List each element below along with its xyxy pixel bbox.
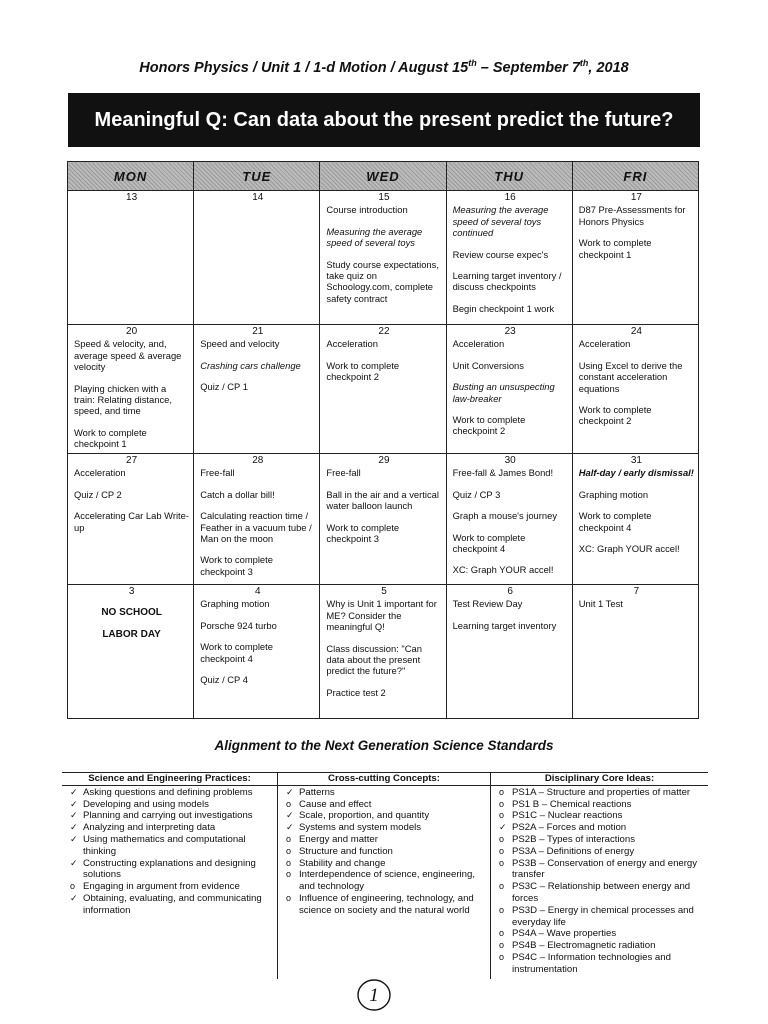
standard-item [70, 787, 273, 799]
standard-item [286, 893, 486, 917]
bullet-icon: o [499, 833, 505, 844]
no-school-label: NO SCHOOL [101, 607, 162, 619]
bullet-icon: o [499, 940, 505, 951]
check-icon: ✓ [70, 857, 78, 868]
calendar-day-header-row [68, 162, 699, 191]
day-header-tue: TUE [194, 162, 320, 191]
agenda-item: Porsche 924 turbo [200, 619, 277, 631]
agenda-item: Graphing motion [578, 488, 649, 500]
agenda-item: Using Excel to derive the constant acceleration equations [578, 359, 683, 394]
standard-item [499, 881, 704, 905]
agenda-item: Work to complete checkpoint 4 [200, 641, 273, 664]
meaningful-question-banner: Meaningful Q: Can data about the present predict the future? [68, 93, 700, 147]
standard-text: PS3C – Relationship between energy and forces [512, 881, 691, 904]
standard-text: PS3A – Definitions of energy [512, 845, 635, 857]
page-number-mark [354, 975, 394, 1015]
agenda-item: Free-fall & James Bond! [452, 467, 554, 479]
agenda-item: Quiz / CP 3 [452, 488, 501, 500]
agenda-item: Work to complete checkpoint 1 [578, 237, 652, 260]
agenda-item: Work to complete checkpoint 3 [326, 521, 400, 545]
date-number: 27 [126, 455, 138, 466]
standard-item [286, 799, 486, 811]
concepts-column [278, 773, 491, 979]
bullet-icon: o [499, 904, 505, 915]
standard-text: Structure and function [299, 845, 393, 857]
header-sup-1: th [468, 58, 477, 68]
check-icon: ✓ [70, 786, 78, 797]
standard-text: Engaging in argument from evidence [83, 881, 240, 893]
standard-text: PS2B – Types of interactions [512, 833, 636, 845]
agenda-item: Learning target inventory / discuss checkpoints [452, 270, 562, 293]
agenda-item: Busting an unsuspecting law-breaker [452, 381, 555, 404]
bullet-icon: o [286, 892, 292, 903]
date-number: 5 [381, 586, 387, 597]
calendar-week-row [68, 454, 699, 585]
agenda-item: Quiz / CP 1 [200, 381, 248, 393]
standard-item [286, 869, 486, 893]
agenda-item: Work to complete checkpoint 1 [74, 426, 147, 450]
bullet-icon: o [286, 857, 292, 868]
header-middle: – September 7 [476, 59, 580, 76]
calendar-week-row [68, 325, 699, 454]
standard-text: Analyzing and interpreting data [83, 822, 216, 834]
date-number: 23 [504, 326, 516, 337]
check-icon: ✓ [70, 798, 78, 809]
agenda-item: Quiz / CP 4 [200, 674, 248, 686]
standard-item [70, 881, 273, 893]
standard-item [286, 822, 486, 834]
day-cell [320, 191, 446, 325]
date-number: 7 [633, 586, 640, 597]
bullet-icon: o [286, 845, 292, 856]
agenda-item: Measuring the average speed of several toys [326, 225, 423, 249]
agenda-item: Work to complete checkpoint 2 [326, 359, 400, 383]
check-icon: ✓ [70, 892, 78, 903]
page-number: 1 [369, 985, 379, 1006]
agenda-item: Half-day / early dismissal! [578, 467, 694, 479]
day-cell [68, 325, 194, 454]
day-header-fri: FRI [572, 162, 698, 191]
agenda-item: Class discussion: "Can data about the present predict the future?" [326, 642, 422, 677]
bullet-icon: o [499, 881, 505, 892]
standard-text: PS4B – Electromagnetic radiation [512, 940, 656, 952]
standard-text: Stability and change [299, 857, 386, 869]
day-cell [194, 454, 320, 585]
day-cell [68, 454, 194, 585]
practices-list [70, 787, 273, 917]
date-number: 21 [252, 326, 264, 337]
date-number: 15 [378, 192, 390, 203]
agenda-item: Learning target inventory [452, 619, 557, 631]
date-number: 6 [507, 586, 513, 597]
agenda-item: D87 Pre-Assessments for Honors Physics [578, 204, 686, 227]
agenda-item: Measuring the average speed of several toys continued [452, 204, 549, 239]
date-number: 17 [630, 192, 642, 203]
agenda-item: Why is Unit 1 important for ME? Consider the meaningful Q! [326, 598, 437, 633]
check-icon: ✓ [286, 822, 294, 833]
agenda-item: Work to complete checkpoint 4 [452, 531, 526, 555]
agenda-item: Free-fall [200, 467, 235, 479]
standard-text: Cause and effect [299, 798, 372, 810]
standard-item [286, 846, 486, 858]
practices-column [62, 773, 278, 979]
header-sup-2: th [579, 58, 589, 68]
standard-text: PS2A – Forces and motion [512, 822, 627, 834]
date-number: 14 [252, 192, 264, 203]
agenda-item: Study course expectations, take quiz on Schoology.com, complete safety contract [326, 258, 439, 304]
date-number: 4 [255, 586, 261, 597]
standard-text: Developing and using models [83, 798, 209, 810]
day-header-wed: WED [320, 162, 446, 191]
standard-text: Using mathematics and computational thinking [83, 833, 246, 857]
agenda-item: Graph a mouse's journey [452, 510, 558, 522]
unit-calendar [67, 161, 699, 719]
bullet-icon: o [499, 928, 505, 939]
agenda-item: Calculating reaction time / Feather in a vacuum tube / Man on the moon [200, 510, 312, 545]
standard-text: PS4A – Wave properties [512, 928, 617, 940]
agenda-item: Acceleration [452, 338, 505, 350]
bullet-icon: o [499, 786, 505, 797]
date-number: 31 [630, 455, 642, 466]
standard-item [286, 858, 486, 870]
day-header-thu: THU [446, 162, 572, 191]
agenda-item: Acceleration [326, 338, 378, 350]
day-cell [68, 191, 194, 325]
standard-item [70, 858, 273, 882]
check-icon: ✓ [286, 810, 294, 821]
agenda-item: Playing chicken with a train: Relating distance, speed, and time [74, 382, 172, 417]
standard-text: PS3B – Conservation of energy and energy transfer [512, 857, 698, 881]
standard-text: Interdependence of science, engineering, and technology [299, 869, 476, 893]
date-number: 22 [378, 326, 390, 337]
concepts-list [286, 787, 486, 917]
standard-text: PS1A – Structure and properties of matter [512, 786, 691, 798]
date-number: 20 [126, 326, 138, 337]
standard-item [499, 834, 704, 846]
check-icon: ✓ [70, 810, 78, 821]
check-icon: ✓ [70, 833, 78, 844]
bullet-icon: o [499, 845, 505, 856]
labor-day-label: LABOR DAY [102, 628, 161, 640]
standard-item [499, 905, 704, 929]
standard-text: Influence of engineering, technology, and science on society and the natural world [299, 892, 474, 916]
day-cell [446, 325, 572, 454]
standard-item [499, 799, 704, 811]
agenda-item: Catch a dollar bill! [200, 488, 275, 500]
standard-text: Patterns [299, 786, 335, 798]
bullet-icon: o [499, 857, 505, 868]
agenda-item: Practice test 2 [326, 686, 386, 698]
agenda-item: Graphing motion [200, 598, 270, 610]
standard-item [499, 846, 704, 858]
core-ideas-list [499, 787, 704, 976]
standard-item [499, 928, 704, 940]
agenda-item: Begin checkpoint 1 work [452, 302, 555, 314]
bullet-icon: o [286, 798, 292, 809]
agenda-item: Course introduction [326, 204, 408, 216]
agenda-item: Accelerating Car Lab Write-up [74, 510, 189, 533]
agenda-item: Quiz / CP 2 [74, 488, 122, 500]
day-header-mon: MON [68, 162, 194, 191]
practices-heading: Science and Engineering Practices: [62, 773, 277, 786]
day-cell [572, 325, 698, 454]
day-cell [572, 454, 698, 585]
check-icon: ✓ [70, 822, 78, 833]
day-cell [320, 585, 446, 719]
check-icon: ✓ [286, 786, 294, 797]
check-icon: ✓ [499, 822, 507, 833]
agenda-item: Work to complete checkpoint 2 [452, 414, 526, 437]
standard-text: Asking questions and defining problems [83, 786, 253, 798]
standard-item [70, 893, 273, 917]
agenda-item: Acceleration [578, 338, 631, 350]
day-cell [446, 191, 572, 325]
document-header [0, 58, 768, 76]
calendar-week-row [68, 585, 699, 719]
standard-item [70, 822, 273, 834]
standard-text: Constructing explanations and designing solutions [83, 857, 256, 881]
agenda-item: Ball in the air and a vertical water balloon launch [326, 488, 439, 512]
standard-text: Scale, proportion, and quantity [299, 810, 430, 822]
agenda-item: Crashing cars challenge [200, 359, 301, 371]
standard-text: Obtaining, evaluating, and communicating information [83, 892, 262, 916]
standard-text: PS1C – Nuclear reactions [512, 810, 623, 822]
core-ideas-column [491, 773, 708, 979]
standard-item [286, 787, 486, 799]
standard-text: PS4C – Information technologies and instrumentation [512, 951, 671, 975]
standard-text: Systems and system models [299, 822, 422, 834]
header-suffix: , 2018 [588, 59, 629, 76]
standard-item [286, 834, 486, 846]
day-cell [194, 585, 320, 719]
agenda-item: Work to complete checkpoint 2 [578, 404, 652, 427]
standard-text: PS3D – Energy in chemical processes and everyday life [512, 904, 694, 928]
standard-item [499, 940, 704, 952]
date-number: 3 [128, 586, 135, 597]
standard-item [499, 858, 704, 882]
agenda-item: XC: Graph YOUR accel! [452, 564, 554, 576]
day-cell [572, 585, 698, 719]
concepts-heading: Cross-cutting Concepts: [278, 773, 490, 786]
standard-text: Energy and matter [299, 833, 378, 845]
agenda-item: XC: Graph YOUR accel! [578, 543, 680, 555]
date-number: 13 [126, 192, 138, 203]
agenda-item: Speed & velocity, and, average speed & average velocity [74, 338, 182, 373]
day-cell [194, 191, 320, 325]
standard-item [499, 952, 704, 976]
day-cell [446, 454, 572, 585]
calendar-week-row [68, 191, 699, 325]
agenda-item: Work to complete checkpoint 3 [200, 554, 273, 577]
day-cell [320, 325, 446, 454]
day-cell [446, 585, 572, 719]
agenda-item: Unit Conversions [452, 359, 524, 371]
date-number: 29 [378, 455, 390, 466]
date-number: 16 [504, 192, 516, 203]
standard-item [70, 810, 273, 822]
date-number: 24 [630, 326, 642, 337]
standard-text: Planning and carrying out investigations [83, 810, 253, 822]
day-cell [68, 585, 194, 719]
standard-item [70, 799, 273, 811]
standard-item [499, 822, 704, 834]
agenda-item: Acceleration [74, 467, 126, 479]
agenda-item: Unit 1 Test [578, 598, 623, 610]
day-cell [194, 325, 320, 454]
standard-item [499, 787, 704, 799]
standard-item [499, 810, 704, 822]
agenda-item: Test Review Day [452, 598, 523, 610]
date-number: 30 [504, 455, 516, 466]
standard-item [286, 810, 486, 822]
bullet-icon: o [286, 833, 292, 844]
bullet-icon: o [499, 951, 505, 962]
core-ideas-heading: Disciplinary Core Ideas: [491, 773, 708, 786]
agenda-item: Speed and velocity [200, 338, 280, 350]
bullet-icon: o [499, 798, 505, 809]
standards-title: Alignment to the Next Generation Science Standards [214, 738, 554, 753]
bullet-icon: o [286, 869, 292, 880]
day-cell [572, 191, 698, 325]
agenda-item: Review course expec's [452, 248, 549, 260]
day-cell [320, 454, 446, 585]
standard-text: PS1 B – Chemical reactions [512, 798, 632, 810]
header-prefix: Honors Physics / Unit 1 / 1-d Motion / August 15 [139, 59, 469, 76]
date-number: 28 [252, 455, 264, 466]
standard-item [70, 834, 273, 858]
agenda-item: Free-fall [326, 467, 361, 479]
agenda-item: Work to complete checkpoint 4 [578, 510, 652, 533]
standards-section [62, 772, 708, 979]
bullet-icon: o [499, 810, 505, 821]
bullet-icon: o [70, 881, 76, 892]
